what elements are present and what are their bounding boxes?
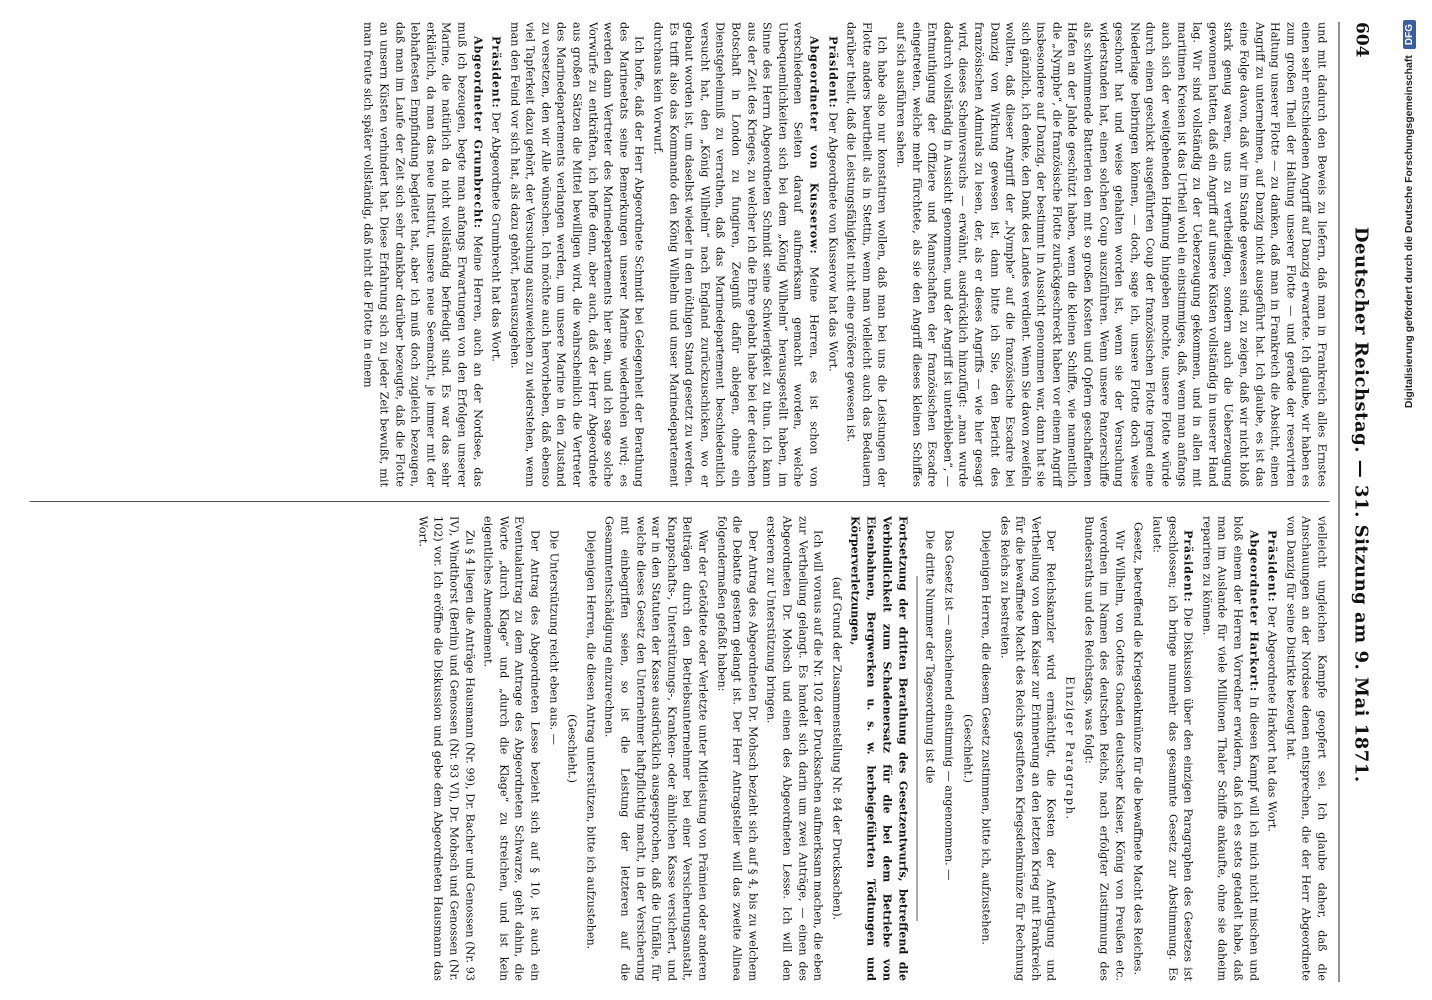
- paragraph: Ich will voraus auf die Nr. 102 der Drucksachen aufmerksam machen, die eben zur Vertheilung gelangt. Es handelt sich darin um zwei Anträge, — einen des Abgeordneten Dr. Mohsch und einen des Abgeordneten Lesse. Ich will den ersteren zur Unterstützung bringen.: [764, 516, 825, 981]
- speaker-paragraph: [1148, 516, 1195, 981]
- paragraph: Der Antrag des Abgeordneten Dr. Mohsch bezieht sich auf § 4, bis zu welchem die Debatte gestern gelangt ist. Der Herr Antragsteller will das zweite Alinea folgendermaßen gefaßt haben:: [714, 516, 759, 981]
- speaker-label: Abgeordneter Harkort:: [1246, 530, 1261, 692]
- law-formula: Wir Wilhelm, von Gottes Gnaden deutscher Kaiser, König von Preußen etc. verordnen im Namen des deutschen Reichs, nach erfolgter Zustimmung des Bundesraths und des Reichstags, was folgt:: [1081, 516, 1126, 981]
- speaker-label: Präsident:: [489, 36, 504, 109]
- speech-text: Die Diskussion über den einzigen Paragraphen des Gesetzes ist geschlossen; ich bringe nunmehr das gesammte Gesetz zur Abstimmung. Es lautet:: [1150, 516, 1195, 981]
- speaker-label: Präsident:: [1265, 530, 1280, 603]
- speech-text: Der Abgeordnete von Kusserow hat das Wort.: [825, 112, 839, 372]
- speech-text: Meine Herren, auch an der Nordsee, das muß ich bezeugen, begte man anfangs Erwartungen von den Erfolgen unserer Marine, die natürlich da nicht vollständig befriedigt sind. Es war das sehr erklärlich, da man das neue Institut, unsere neue Seemacht, je immer mit der lebhaftesten Empfindung begleitet hat, aber ich muß doch zugleich bezeugen, daß man im Laufe der Zeit sich sehr dankbar darüber bezeugte, daß die Flotte an unsern Küsten verhindert hat. Diese Erfahrung sich zu jeder Zeit bewußt, mit man freute sich später vollständig, daß nicht die Flotte in einem: [361, 22, 484, 487]
- amendment-quote: War der Getödtete oder Verletzte unter Mitleistung von Prämien oder anderen Beiträgen durch den Betriebsunternehmer bei einer Versicherungsanstalt, Knappschafts-, Unterstützungs-, Kranken- oder ähnlichen Kasse versichert, und war in den Statuten der Kasse ausdrücklich ausgesprochen, daß die Unfälle, für welche dieses Gesetz den Unternehmer haftpflichtig macht, in der Versicherung mit einbegriffen seien, so ist die Leistung der letzteren auf die Gesammtentschädigung einzurechnen.: [602, 516, 709, 981]
- section-rule: [916, 576, 917, 921]
- left-column: [29, 22, 1329, 501]
- agenda-item-title: Fortsetzung der dritten Berathung des Gesetzentwurfs, betreffend die Verbindlichkeit zum Schadenersatz für die bei dem Betriebe von Eisenbahnen, Bergwerken u. s. w. herbeigeführten Tödtungen und Körperverletzungen,: [847, 516, 910, 981]
- right-column: [29, 502, 1329, 981]
- paragraph: Das Gesetz ist — anscheinend einstimmig — angenommen. —: [941, 530, 955, 881]
- paragraph: Die Unterstützung reicht eben aus. —: [546, 530, 560, 745]
- paragraph: Ich habe also nur konstatiren wollen, daß man bei uns die Leistungen der Flotte anders beurtheilt als in Stettin, wenn man vielleicht auch das Bedauern darüber theilt, daß die Leistungsfähigkeit nicht eine größere gewesen ist.: [844, 22, 889, 487]
- speaker-paragraph: [649, 22, 821, 487]
- stage-direction: (Geschieht.): [960, 714, 974, 783]
- paragraph: Diejenigen Herren, die diesen Antrag unterstützen, bitte ich aufzustehen.: [583, 530, 597, 950]
- speaker-paragraph: [824, 22, 840, 487]
- speaker-paragraph: [488, 22, 504, 487]
- page-title: Deutscher Reichstag. — 31. Sitzung am 9. Mai 1871.: [1350, 226, 1372, 783]
- speech-text: Der Abgeordnete Harkort hat das Wort.: [1265, 606, 1279, 832]
- speaker-label: Abgeordneter Grumbrecht:: [470, 36, 485, 229]
- law-title: Gesetz, betreffend die Kriegsdenkmünze für die bewaffnete Macht des Reiches.: [1131, 521, 1145, 976]
- page-content: [18, 22, 1383, 982]
- speaker-paragraph: [1198, 516, 1260, 981]
- speech-text: Meine Herren, es ist schon von verschiedenen Seiten darauf aufmerksam gemacht worden, welche Unbequemlichkeiten sich bei dem „König Wilhelm“ herausgestellt haben, im Sinne des Herrn Abgeordneten Schmidt seine Schwierigkeit zu thun. Ich kann aus der Zeit des Krieges, zu welcher ich die Ehre gehabt habe bei der deutschen Botschaft in London zu fungiren, Zeugniß dafür ablegen, ohne ein Dienstgeheimniß zu verrathen, daß das Marinedepartement beschiedentlich versucht hat, den „König Wilhelm“ nach England zurückzuschicken, wo er gebaut worden ist, um daselbst wieder in den nöthigen Stand gesetzt zu werden. Es trifft also das Kommando den König Wilhelm und unser Marinedepartement durchaus kein Vorwurf.: [651, 22, 820, 488]
- paragraph: Die dritte Nummer der Tagesordnung ist die: [923, 530, 937, 784]
- page-header: [1338, 22, 1383, 982]
- paragraph: Ich hoffe, daß der Herr Abgeordnete Schmidt bei Gelegenheit der Berathung des Marineetats seine Bemerkungen unserer Marine wiederholen wird; es werden dann Vertreter des Marinedepartements hier sein, und ich sage solche Vorwürfe zu entkräften, ich hoffe denn, aber auch, daß der Herr Abgeordnete aus großen Sätzen die Mittel bewilligen wird, die wahrscheinlich die Vertreter des Marinedepartements verlangen werden, um unsere Marine in den Zustand zu versetzen, den wir Alle wünschen. Ich möchte auch hervorheben, daß ebenso viel Tapferkeit dazu gehört, der Versuchung auszuweichen zu widerstehen, wenn man den Feind vor sich hat, als dazu gehört, herauszugehen.: [507, 22, 646, 487]
- law-text: Der Reichskanzler wird ermächtigt, die Kosten der Anfertigung und Vertheilung von dem Kaiser zur Erinnerung an den letzten Krieg mit Frankreich für die bewaffnete Macht des Reichs gestifteten Kriegsdenkmünze für Rechnung des Reichs zu bestreiten.: [997, 516, 1058, 981]
- paragraph: Der Antrag des Abgeordneten Lesse bezieht sich auf § 10, ist auch ein Eventualantrag zu dem Antrage des Abgeordneten Schwarze, geht dahin, die Worte „durch Klage“ und „durch die Klage“ zu streichen, und ist kein eigentliches Amendement.: [481, 516, 542, 981]
- speaker-label: Abgeordneter von Kusserow:: [807, 36, 821, 255]
- funding-text: Digitalisierung gefördert durch die Deutsche Forschungsgemeinschaft: [1403, 55, 1415, 409]
- speaker-paragraph: [1264, 516, 1280, 981]
- digitization-note: [1392, 8, 1426, 992]
- paragraph: und mit dadurch den Beweis zu liefern, daß man in Frankreich alles Ernstes einen sehr entschiedenen Angriff auf Danzig erwartete. Ich glaube, wir haben es zum großen Theil der Haltung unserer Flotte — und gerade der reservirten Haltung unserer Flotte — zu danken, daß man in Frankreich die Absicht, einen Angriff zu unternehmen, auf Danzig nicht ausgeführt hat. Ich glaube, es ist das eine Folge davon, daß wir im Stande gewesen sind, zu zeigen, daß wir nicht bloß stark genug waren, uns zu vertheidigen, sondern auch die Ueberzeugung gewonnen hatten, daß ein Angriff auf unsere Küsten vollständig in unserer Hand lag. Wir sind vollständig zu der Ueberzeugung gekommen, und in allen mit maritimen Kreisen ist das Urtheil wohl ein einstimmiges, daß, wenn man anfangs auch sich der weitgehenden Hoffnung hingeben mochte, unsere Flotte würde durch einen geschickt ausgeführten Coup der französischen Flotte irgend eine Niederlage beibringen können, — doch, sage ich, unsere Flotte doch weise geschont hat und weise gehalten worden ist, wenn sie der Versuchung widerstanden hat, einen solchen Coup auszuführen. Wenn unsere Panzerschiffe als schwimmende Batterien den mit so großen Kosten und Opfern geschaffenen Hafen an der Jahde geschützt haben, wenn die kleinen Schiffe, wie namentlich die „Nymphe“, die französische Flotte zurückgeschreckt haben vor einem Angriff insbesondere auf Danzig, der bestimmt in Aussicht genommen war, dann hat sie sich gänzlich, ich denke, den Dank des Landes verdient. Wenn Sie davon zweifeln wollten, daß dieser Angriff der „Nymphe“ auf die französische Escadre bei Danzig von Wirkung gewesen ist, dann bitte ich Sie, den Bericht des französischen Admirals zu lesen, der, als er dieses Angriffs — wie hier gesagt wird, dieses Scheinversuchs — erwähnt, ausdrücklich hinzufügt: „man wurde dadurch vollständig in Aussicht genommen, und der Angriff ist unterblieben“, — Entmuthigung der Offiziere und Mannschaften der französischen Escadre eingetreten, welche mehr fürchtete, als sie den Angriff dieses kleinen Schiffes auf sich ausführen sahen.: [893, 22, 1328, 487]
- stage-direction: (Geschieht.): [565, 714, 579, 783]
- dfg-logo: DFG: [1403, 20, 1416, 49]
- law-heading: Einziger Paragraph.: [1063, 676, 1077, 821]
- scanned-page: [18, 22, 1383, 982]
- text-columns: [29, 22, 1329, 982]
- agenda-item-reference: (auf Grund der Zusammenstellung Nr. 84 der Drucksachen).: [829, 576, 843, 921]
- paragraph: Diejenigen Herren, die diesem Gesetz zustimmen, bitte ich, aufzustehen.: [979, 530, 993, 945]
- speaker-label: Präsident:: [825, 36, 840, 109]
- paragraph: vielleicht ungleichen Kampfe geopfert sei. Ich glaube daher, daß die Anschauungen an der Nordsee denen entsprechen, die der Herr Abgeordnete von Danzig für seine Distrikte bezeugt hat.: [1283, 516, 1328, 981]
- speech-text: In diesen Kampf will ich mich nicht mischen und bloß einem der Herren Vorredner erwidern, daß ich es stets getadelt habe, daß man im Auslande für viele Millionen Thaler Schiffe ankaufte, ohne sie daheim repariren zu können.: [1199, 516, 1260, 981]
- speech-text: Der Abgeordnete Grumbrecht hat das Wort.: [489, 112, 503, 362]
- page-number: 604: [1351, 22, 1371, 58]
- paragraph: Zu § 4 liegen die Anträge Hausmann (Nr. 99), Dr. Bacher und Genossen (Nr. 93 IV), Windthorst (Berlin) und Genossen (Nr. 93 VI), Dr. Mohsch und Genossen (Nr. 102) vor. Ich eröffne die Diskussion und gebe dem Abgeordneten Hausmann das Wort.: [415, 516, 476, 981]
- speaker-paragraph: [360, 22, 485, 487]
- speaker-label: Präsident:: [1181, 530, 1196, 603]
